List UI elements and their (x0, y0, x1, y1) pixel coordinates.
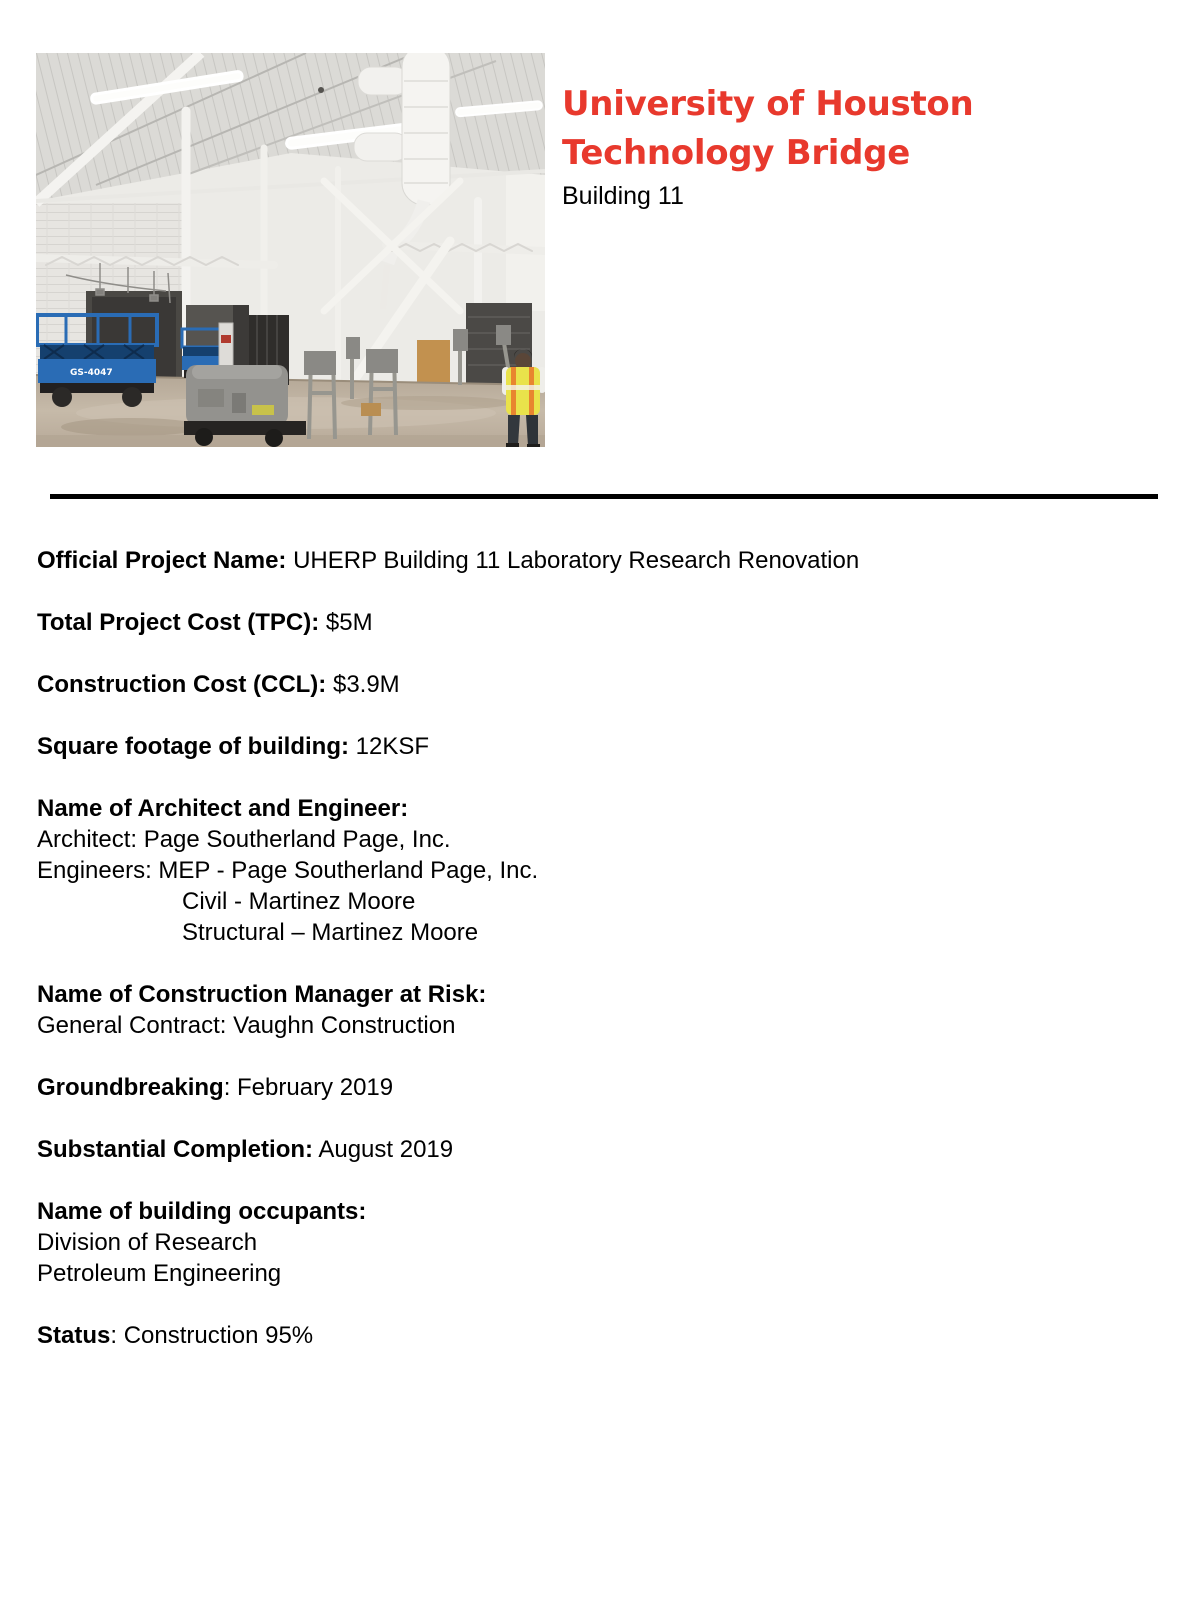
document-header (562, 80, 1162, 212)
title-line-1: University of Houston (562, 84, 974, 124)
field-architect-engineer (37, 793, 1167, 948)
construction-photo-svg (36, 53, 545, 447)
plywood-panel (417, 340, 450, 384)
field-line: Architect: Page Southerland Page, Inc. (37, 826, 451, 853)
field-label: Name of Architect and Engineer: (37, 795, 409, 822)
lift-model-text: GS-4047 (70, 368, 113, 378)
field-label: Square footage of building: (37, 733, 349, 760)
field-substantial-completion: Substantial Completion: August 2019 (37, 1136, 454, 1163)
field-label: Official Project Name: (37, 547, 287, 574)
page-subtitle: Building 11 (562, 182, 684, 210)
field-line: Petroleum Engineering (37, 1260, 282, 1287)
field-square-footage: Square footage of building: 12KSF (37, 733, 430, 760)
field-groundbreaking: Groundbreaking: February 2019 (37, 1074, 394, 1101)
title-line-2: Technology Bridge (562, 133, 910, 173)
field-construction-manager-at-risk (37, 979, 1167, 1041)
field-label: Name of building occupants: (37, 1198, 367, 1225)
section-divider (50, 494, 1158, 499)
page-title (562, 80, 1162, 178)
field-label: Name of Construction Manager at Risk: (37, 981, 487, 1008)
field-label: Total Project Cost (TPC): (37, 609, 320, 636)
field-official-project-name: Official Project Name: UHERP Building 11 Laboratory Research Renovation (37, 547, 860, 574)
field-label: Substantial Completion: (37, 1136, 313, 1163)
construction-photo (36, 53, 545, 447)
field-total-project-cost: Total Project Cost (TPC): $5M (37, 609, 373, 636)
field-line: Engineers: MEP - Page Southerland Page, Inc. (37, 857, 539, 884)
field-building-occupants (37, 1196, 1167, 1289)
project-details (37, 545, 1167, 1382)
field-label: Status (37, 1322, 111, 1349)
field-line: General Contract: Vaughn Construction (37, 1012, 456, 1039)
field-status: Status: Construction 95% (37, 1322, 314, 1349)
field-label: Groundbreaking (37, 1074, 224, 1101)
field-line: Structural – Martinez Moore (182, 919, 479, 946)
field-line: Civil - Martinez Moore (182, 888, 416, 915)
field-label: Construction Cost (CCL): (37, 671, 327, 698)
field-construction-cost: Construction Cost (CCL): $3.9M (37, 671, 400, 698)
cardboard-box (361, 403, 381, 416)
field-line: Division of Research (37, 1229, 258, 1256)
